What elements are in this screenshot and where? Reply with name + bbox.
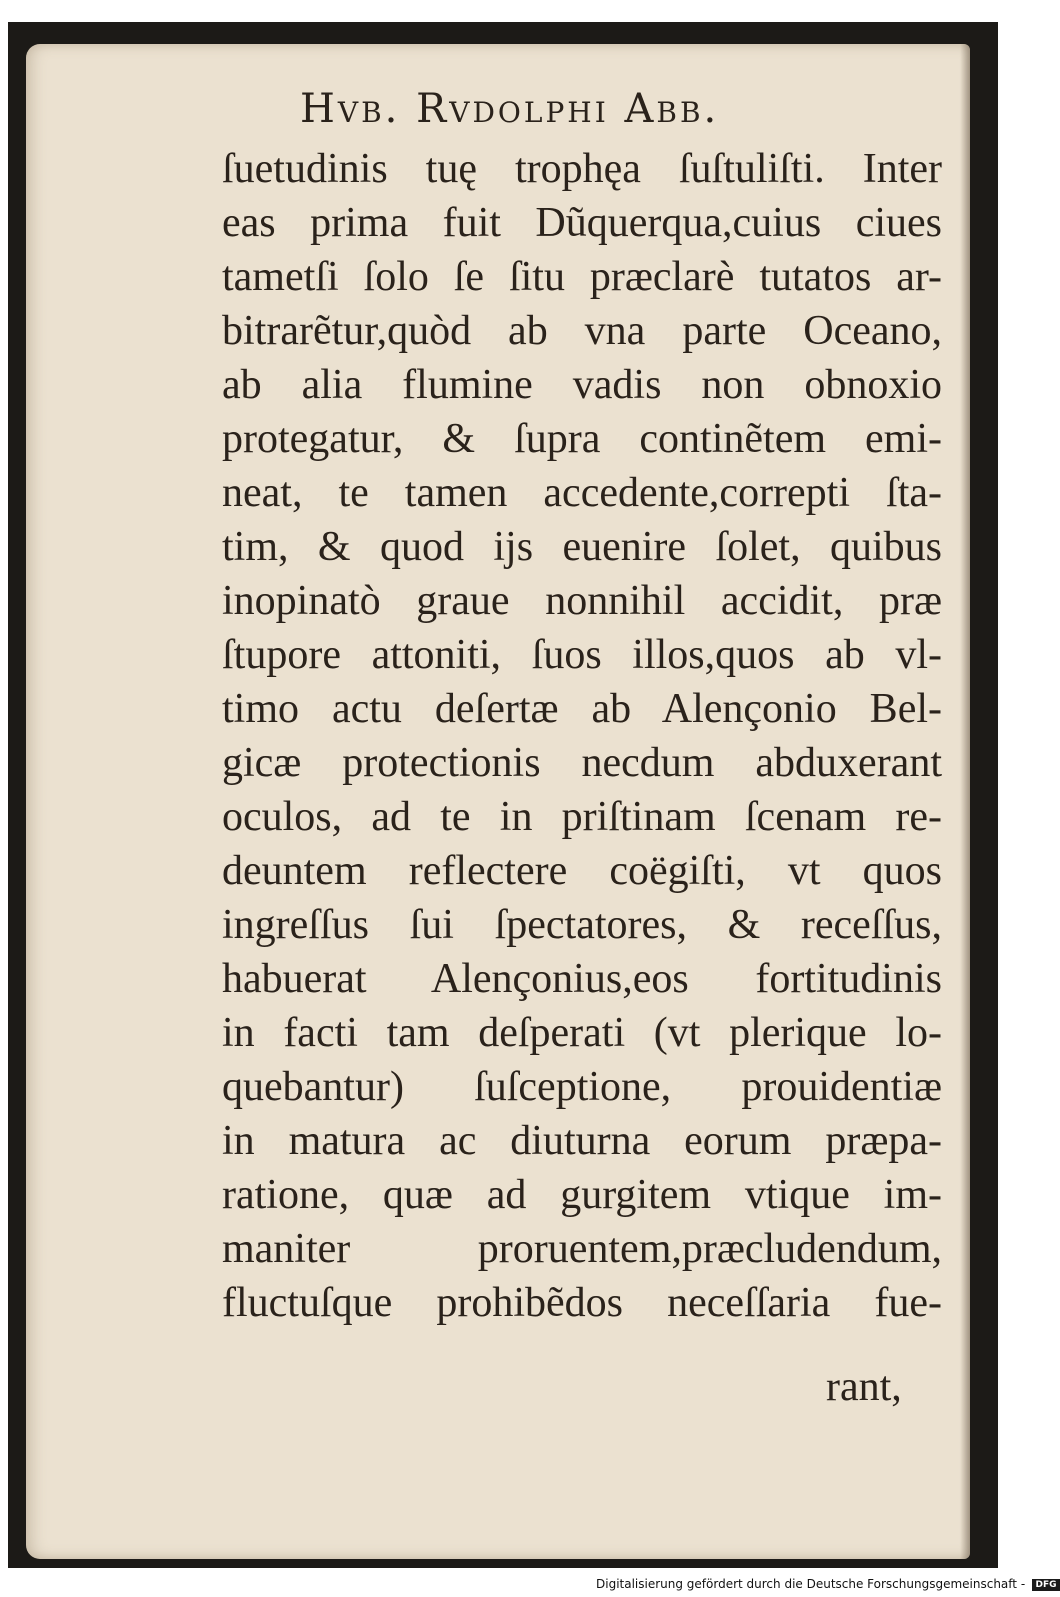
text-line: tametſi ſolo ſe ſitu præclarè tutatos ar- bbox=[222, 254, 942, 300]
text-line: bitrarẽtur,quòd ab vna parte Oceano, bbox=[222, 308, 942, 354]
text-line: oculos, ad te in priſtinam ſcenam re- bbox=[222, 794, 942, 840]
text-line: ab alia flumine vadis non obnoxio bbox=[222, 362, 942, 408]
footer-credit-text: Digitalisierung gefördert durch die Deutsche Forschungsgemeinschaft - bbox=[596, 1577, 1026, 1591]
text-line: in facti tam deſperati (vt plerique lo- bbox=[222, 1010, 942, 1056]
text-line: inopinatò graue nonnihil accidit, præ bbox=[222, 578, 942, 624]
text-line: timo actu deſertæ ab Alençonio Bel- bbox=[222, 686, 942, 732]
text-line: protegatur, & ſupra continẽtem emi- bbox=[222, 416, 942, 462]
text-line: neat, te tamen accedente,correpti ſta- bbox=[222, 470, 942, 516]
text-line: eas prima fuit Dũquerqua,cuius ciues bbox=[222, 200, 942, 246]
text-line: fluctuſque prohibẽdos neceſſaria fue- bbox=[222, 1280, 942, 1326]
text-line: ingreſſus ſui ſpectatores, & receſſus, bbox=[222, 902, 942, 948]
catchword: rant, bbox=[826, 1364, 902, 1410]
text-line: ſuetudinis tuę trophęa ſuſtuliſti. Inter bbox=[222, 146, 942, 192]
text-line: in matura ac diuturna eorum præpa- bbox=[222, 1118, 942, 1164]
text-line: ſtupore attoniti, ſuos illos,quos ab vl- bbox=[222, 632, 942, 678]
text-line: quebantur) ſuſceptione, prouidentiæ bbox=[222, 1064, 942, 1110]
footer-credit bbox=[596, 1575, 1060, 1593]
text-line: maniter proruentem,præcludendum, bbox=[222, 1226, 942, 1272]
text-line: ratione, quæ ad gurgitem vtique im- bbox=[222, 1172, 942, 1218]
dfg-logo-icon: DFG bbox=[1032, 1579, 1060, 1591]
text-line: habuerat Alençonius,eos fortitudinis bbox=[222, 956, 942, 1002]
text-line: gicæ protectionis necdum abduxerant bbox=[222, 740, 942, 786]
text-block bbox=[222, 142, 942, 1330]
text-line: tim, & quod ijs euenire ſolet, quibus bbox=[222, 524, 942, 570]
running-head: Hvb. Rvdolphi Abb. bbox=[300, 86, 720, 132]
text-line: deuntem reflectere coëgiſti, vt quos bbox=[222, 848, 942, 894]
